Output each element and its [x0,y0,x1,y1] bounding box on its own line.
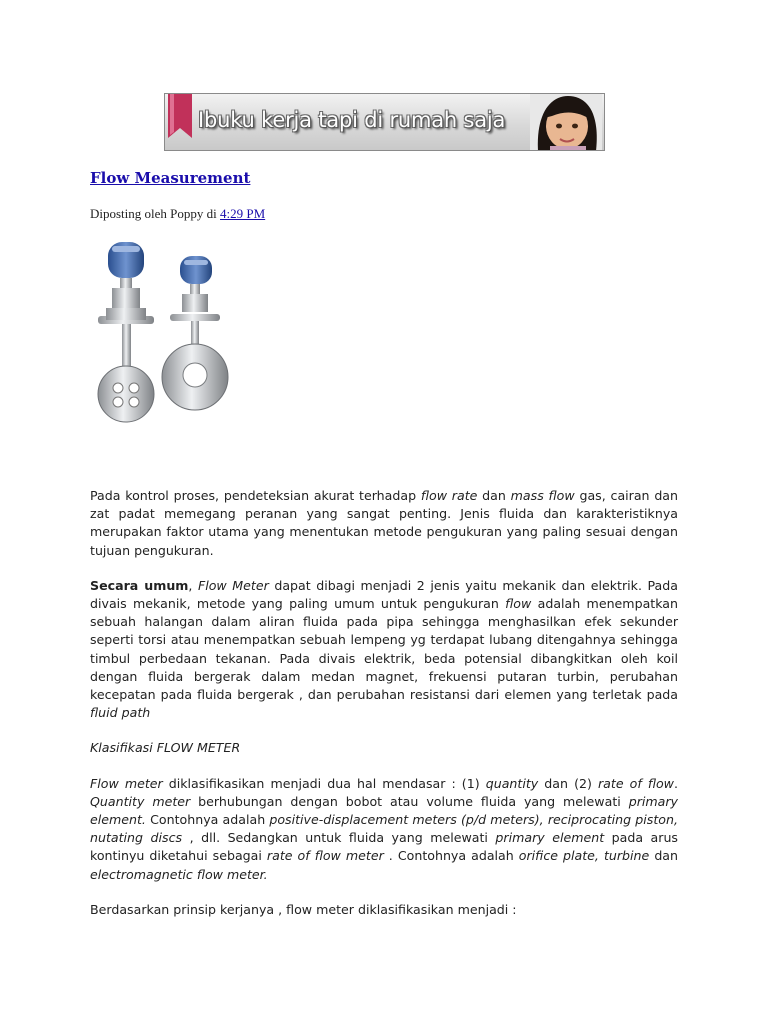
article-body [90,487,678,919]
post-title-link[interactable]: Flow Measurement [90,169,251,187]
paragraph-intro: Pada kontrol proses, pendeteksian akurat terhadap flow rate dan mass flow gas, cairan dan zat padat memegang peranan yang sangat penting. Jenis fluida dan karakteristiknya merupakan faktor utama yang menentukan metode pengukuran yang paling sesuai dengan tujuan pengukuran. [90,488,679,558]
byline-prefix: Diposting oleh Poppy di [90,206,221,221]
paragraph-principle: Berdasarkan prinsip kerjanya , flow meter diklasifikasikan menjadi : [90,901,517,917]
post-byline [90,206,265,222]
paragraph-classification: Flow meter diklasifikasikan menjadi dua hal mendasar : (1) quantity dan (2) rate of flow. Quantity meter berhubungan dengan bobot atau volume fluida yang melewati primary element. Contohnya adalah positive-displacement meters (p/d meters), reciprocating piston, nutating discs , dll. Sedangkan untuk fluida yang melewati primary element pada arus kontinyu diketahui sebagai rate of flow meter . Contohnya adalah orifice plate, turbine dan electromagnetic flow meter. [90,775,679,882]
flow-meter-photo [92,238,250,430]
paragraph-general: Secara umum, Flow Meter dapat dibagi menjadi 2 jenis yaitu mekanik dan elektrik. Pada divais mekanik, metode yang paling umum untuk pengukuran flow adalah menempatkan sebuah halangan dalam aliran fluida pada pipa sehingga menghasilkan efek sekunder seperti torsi atau menempatkan sebuah lempeng yg terdapat lubang ditengahnya sehingga timbul perbedaan tekanan. Pada divais elektrik, beda potensial dibangkitkan oleh koil dengan fluida bergerak dalam medan magnet, frekuensi putaran turbin, perubahan kecepatan pada fluida bergerak , dan perubahan resistansi dari elemen yang terletak pada fluid path [90,577,678,721]
bookmark-ribbon-icon [168,94,192,138]
child-portrait-image [530,94,602,151]
post-time-link[interactable]: 4:29 PM [220,206,266,221]
banner-text: Ibuku kerja tapi di rumah saja [198,108,506,132]
ad-banner[interactable] [164,93,605,151]
section-heading: Klasifikasi FLOW METER [90,740,241,756]
